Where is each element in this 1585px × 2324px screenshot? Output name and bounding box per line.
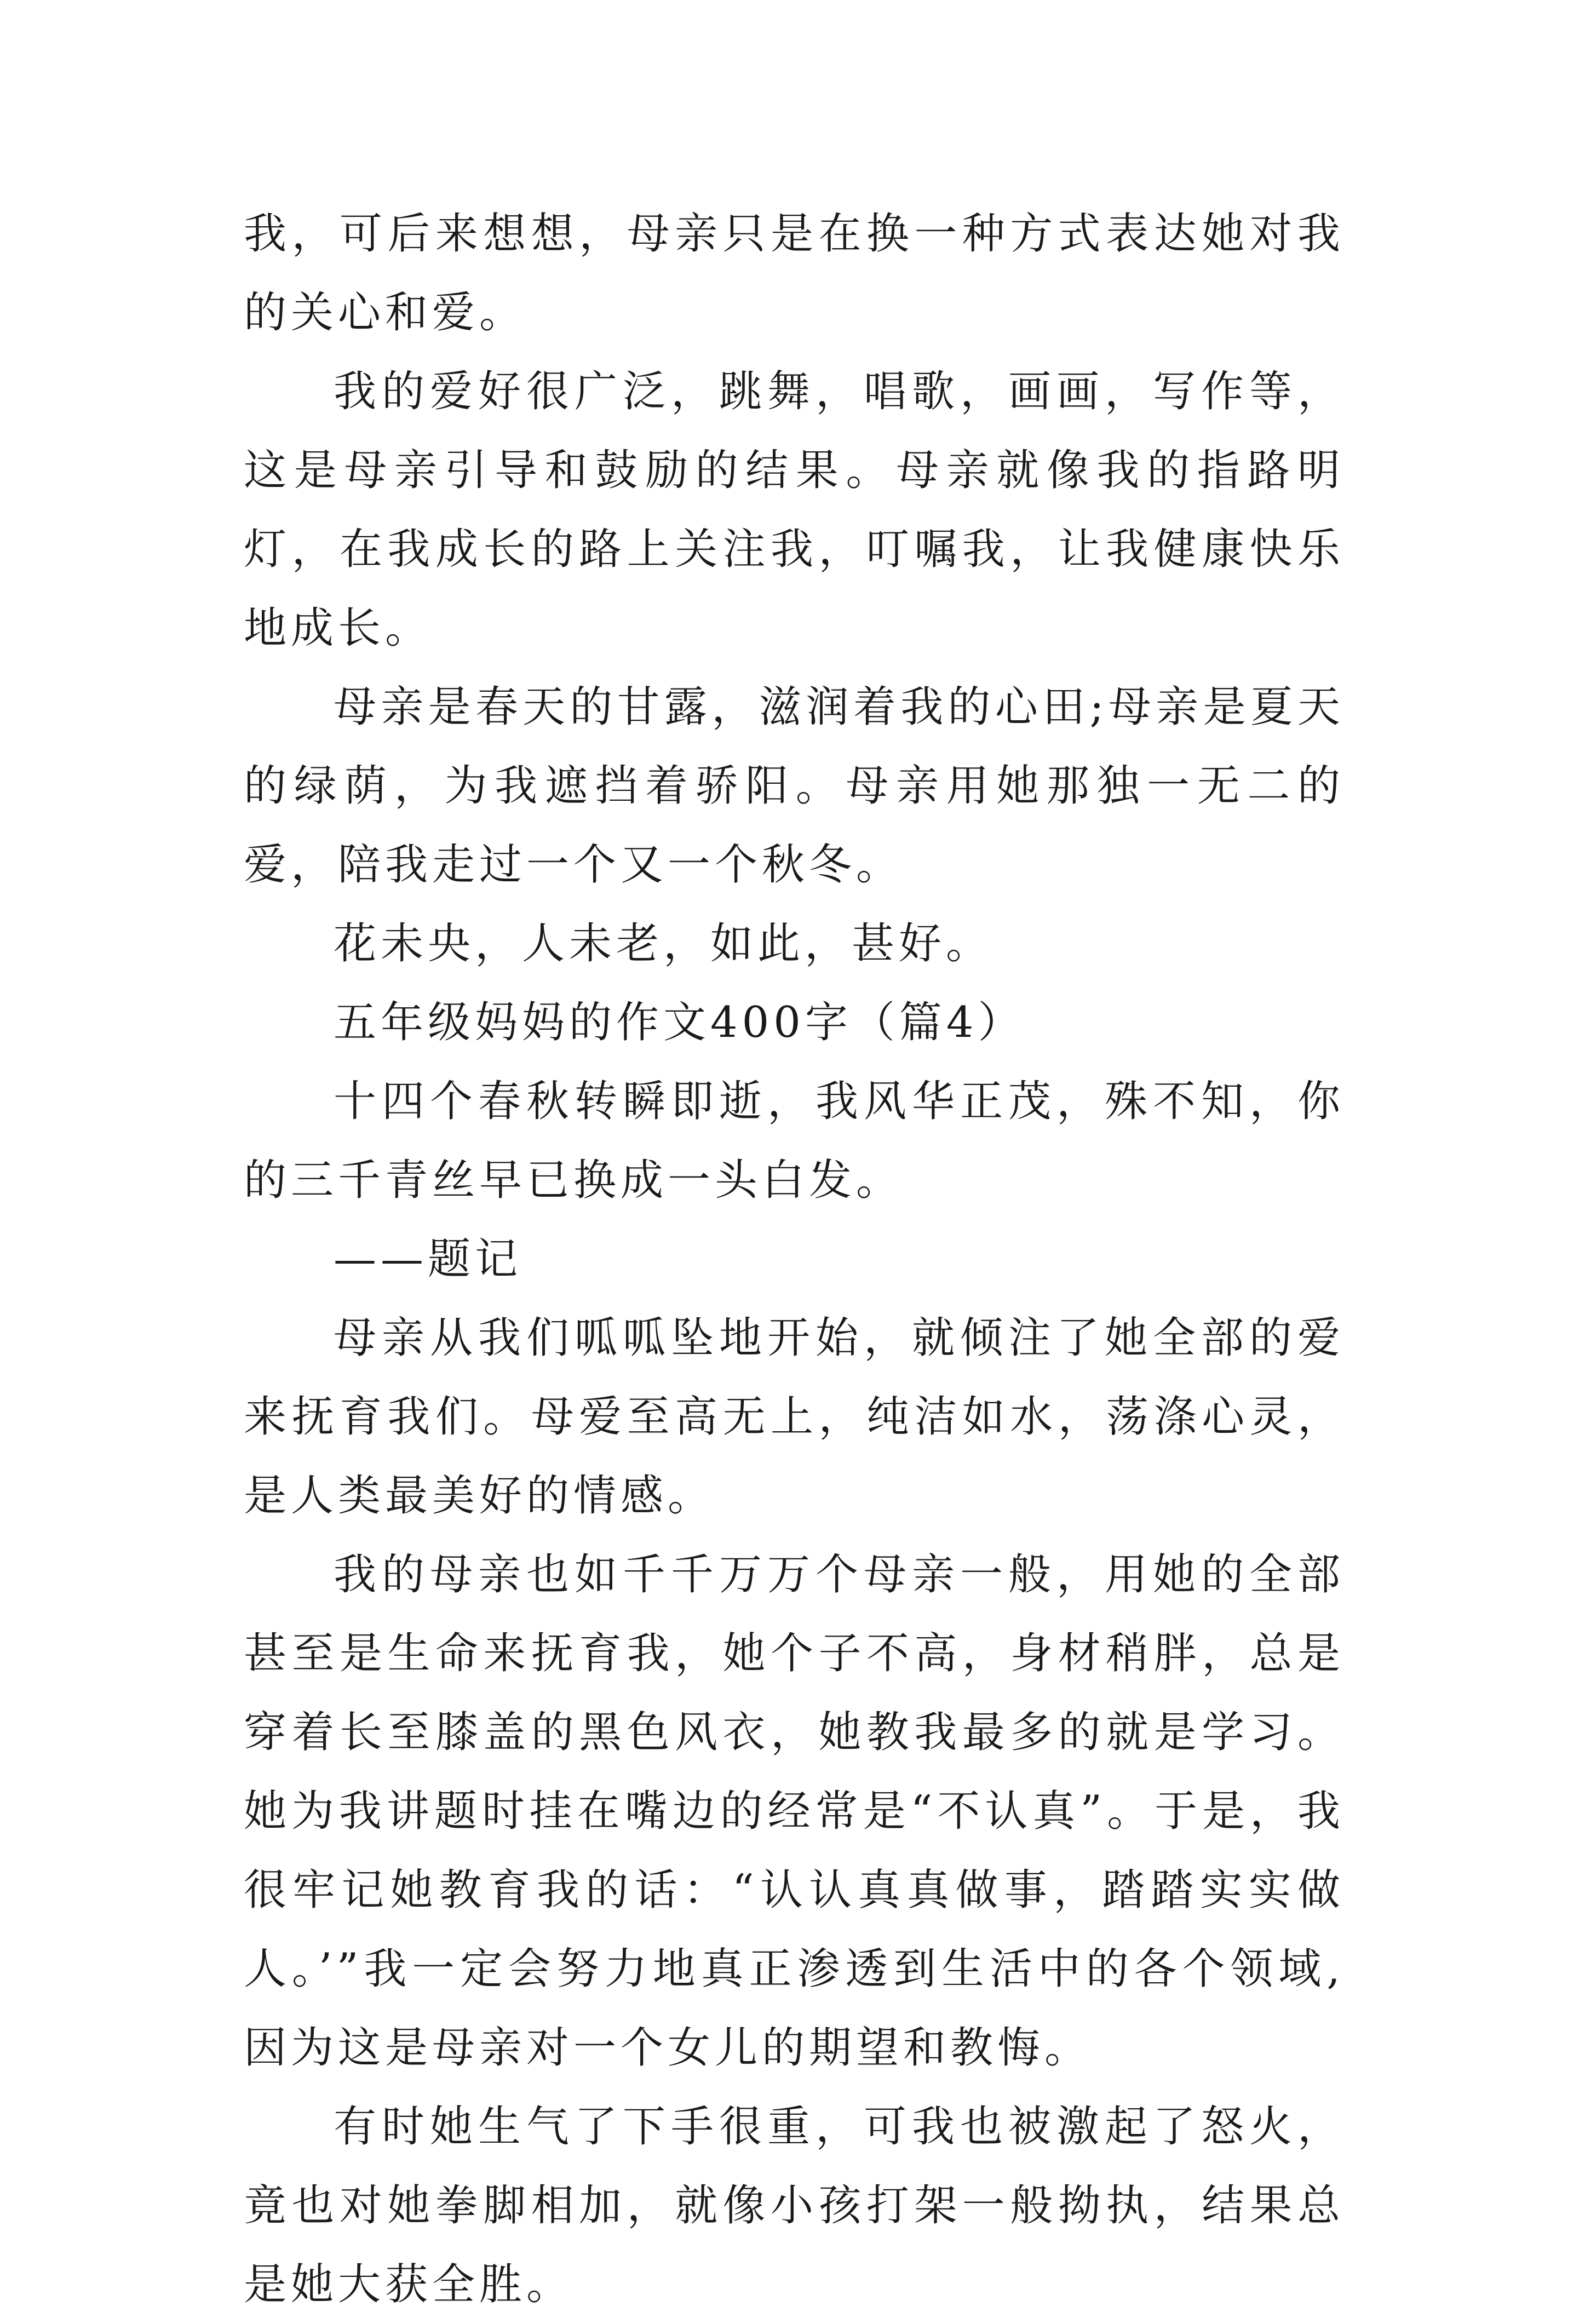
paragraph-conflict: 有时她生气了下手很重，可我也被激起了怒火，竟也对她拳脚相加，就像小孩打架一般拗执，结果总是她大获全胜。 [244, 2102, 1345, 2309]
epigraph-attribution: ——题记 [334, 1235, 522, 1284]
paragraph-mother-love: 母亲从我们呱呱坠地开始，就倾注了她全部的爱来抚育我们。母爱至高无上，纯洁如水，荡涤心灵，是人类最美好的情感。 [244, 1313, 1345, 1520]
essay-body [244, 194, 1345, 2324]
essay-heading: 五年级妈妈的作文400字（篇4） [334, 998, 1025, 1047]
paragraph-continuation: 我，可后来想想，母亲只是在换一种方式表达她对我的关心和爱。 [244, 209, 1345, 337]
paragraph-epigraph: 十四个春秋转瞬即逝，我风华正茂，殊不知，你的三千青丝早已换成一头白发。 [244, 1077, 1345, 1205]
paragraph-seasons: 母亲是春天的甘露，滋润着我的心田;母亲是夏天的绿荫，为我遮挡着骄阳。母亲用她那独一无二的爱，陪我走过一个又一个秋冬。 [244, 682, 1345, 890]
paragraph-mother-description: 我的母亲也如千千万万个母亲一般，用她的全部甚至是生命来抚育我，她个子不高，身材稍胖，总是穿着长至膝盖的黑色风衣，她教我最多的就是学习。她为我讲题时挂在嘴边的经常是“不认真”。于是，我很牢记她教育我的话：“认认真真做事，踏踏实实做人。’”我一定会努力地真正渗透到生活中的各个领域,因为这是母亲对一个女儿的期望和教悔。 [244, 1550, 1345, 2073]
paragraph-hobbies: 我的爱好很广泛，跳舞，唱歌，画画，写作等，这是母亲引导和鼓励的结果。母亲就像我的指路明灯，在我成长的路上关注我，叮嘱我，让我健康快乐地成长。 [244, 367, 1345, 653]
paragraph-closing: 花未央，人未老，如此，甚好。 [334, 919, 994, 968]
